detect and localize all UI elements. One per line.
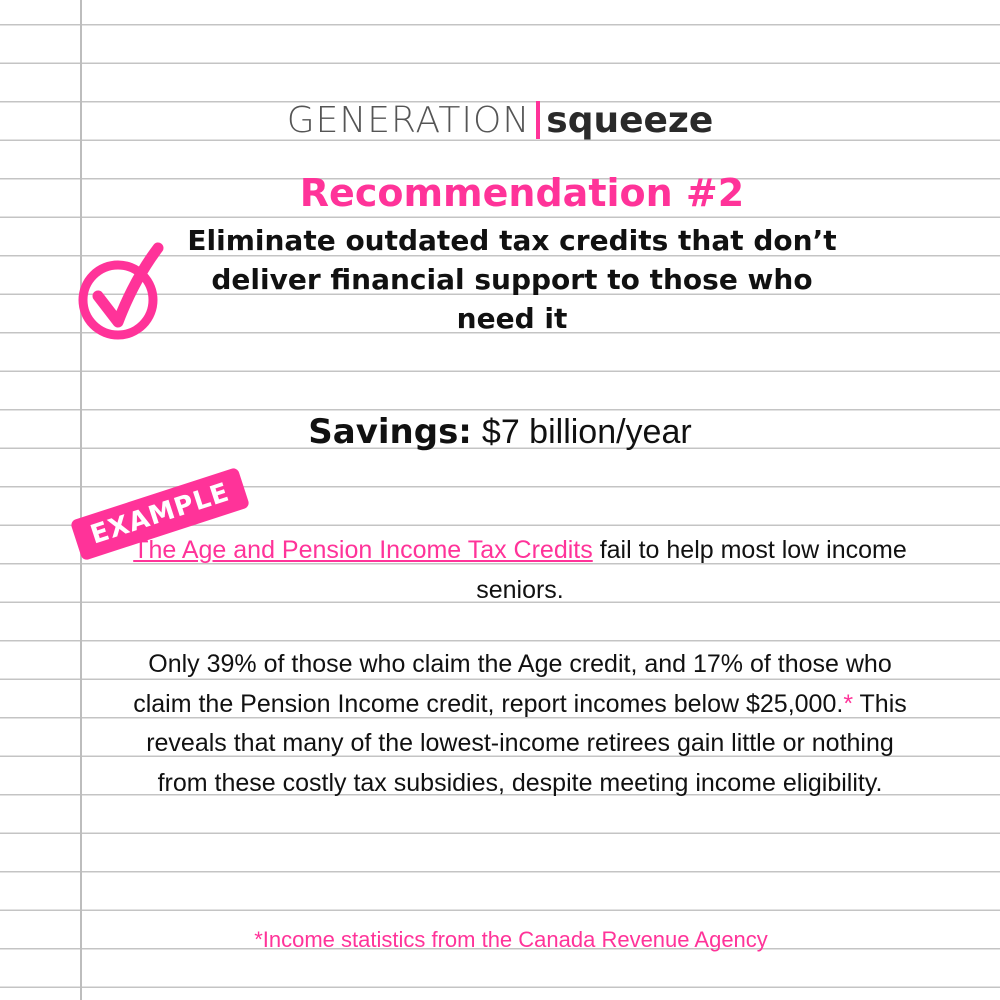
check-circle-icon [74,238,174,348]
example-tag: EXAMPLE [70,467,251,561]
savings-value: $7 billion/year [481,413,692,451]
logo-generation-text: GENERATION [286,100,531,141]
tax-credits-link[interactable]: The Age and Pension Income Tax Credits [133,536,593,564]
paragraph2-text-end: This reveals that many of the lowest-income retirees gain little or nothing from these costly tax subsidies, despite meeting income eligibility. [146,689,907,797]
footnote-source: *Income statistics from the Canada Revenue Agency [254,927,768,952]
logo-divider [536,101,540,139]
paragraph-credits-fail [120,531,920,610]
logo-squeeze-text: squeeze [546,100,714,141]
savings-label: Savings: [308,412,472,452]
paragraph1-text: fail to help most low income seniors. [476,536,907,604]
notebook-margin-line [80,0,82,1000]
footnote-marker: * [843,689,854,718]
generation-squeeze-logo [0,98,1000,143]
recommendation-title: Recommendation #2 [299,171,745,215]
paragraph2-text-start: Only 39% of those who claim the Age credit, and 17% of those who claim the Pension Income credit, report incomes below $25,000. [133,650,892,718]
paragraph-statistics [120,645,920,803]
recommendation-subtitle: Eliminate outdated tax credits that don’t deliver financial support to those who need it [187,224,837,335]
savings-line [0,408,1000,456]
